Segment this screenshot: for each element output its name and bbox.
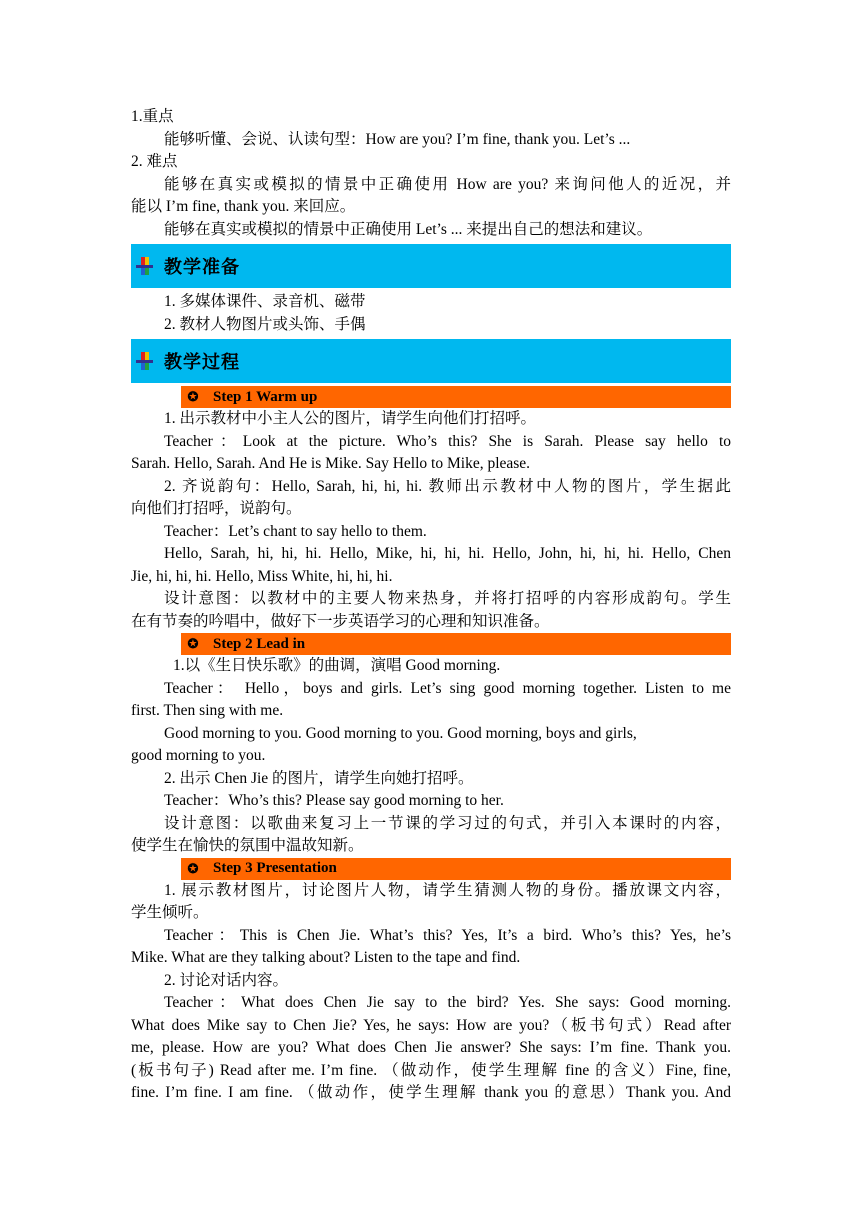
body-line: Good morning to you. Good morning to you. Good morning, boys and girls, — [164, 724, 637, 742]
focus-text: 能够听懂、会说、认读句型：How are you? I’m fine, thank you. Let’s ... — [164, 130, 631, 148]
body-line: Teacher：What does Chen Jie say to the bird? Yes. She says: Good morning. — [164, 994, 731, 1011]
book-icon — [134, 351, 156, 371]
difficulty-heading: 2. 难点 — [131, 153, 178, 170]
body-line: first. Then sing with me. — [131, 702, 284, 719]
body-line: Mike. What are they talking about? Listen to the tape and find. — [131, 949, 521, 966]
body-line: 在有节奏的吟唱中，做好下一步英语学习的心理和知识准备。 — [131, 612, 550, 630]
body-line: 1.以《生日快乐歌》的曲调，演唱 Good morning. — [173, 657, 501, 674]
body-line: Teacher：This is Chen Jie. What’s this? Yes, It’s a bird. Who’s this? Yes, he’s — [164, 926, 731, 944]
body-line: fine. I’m fine. I am fine. （做动作，使学生理解 thank you 的意思）Thank you. And — [131, 1084, 731, 1101]
star-icon: ✪ — [187, 389, 199, 404]
body-line: Teacher： Hello，boys and girls. Let’s sing good morning together. Listen to me — [164, 679, 731, 697]
body-line: 使学生在愉快的氛围中温故知新。 — [131, 837, 364, 854]
section-title: 教学过程 — [164, 352, 240, 373]
document-content — [131, 106, 731, 1105]
star-icon: ✪ — [187, 636, 199, 651]
difficulty-line: 能够在真实或模拟的情景中正确使用 Let’s ... 来提出自己的想法和建议。 — [164, 220, 653, 238]
star-icon: ✪ — [187, 860, 199, 876]
body-line: 2. 齐说韵句：Hello, Sarah, hi, hi, hi. 教师出示教材中人物的图片，学生据此 — [164, 477, 731, 495]
focus-heading: 1.重点 — [131, 108, 174, 125]
body-line: Teacher：Let’s chant to say hello to them. — [164, 522, 427, 540]
step-header — [181, 858, 731, 880]
body-line: 1. 出示教材中小主人公的图片，请学生向他们打招呼。 — [164, 410, 537, 427]
section-header-prep — [131, 244, 731, 288]
body-line: Teacher：Who’s this? Please say good morning to her. — [164, 792, 504, 809]
body-line: Teacher：Look at the picture. Who’s this? She is Sarah. Please say hello to — [164, 432, 731, 450]
book-icon — [134, 256, 156, 276]
difficulty-line: 能以 I’m fine, thank you. 来回应。 — [131, 198, 356, 215]
prep-item: 1. 多媒体课件、录音机、磁带 — [164, 293, 366, 310]
prep-item: 2. 教材人物图片或头饰、手偶 — [164, 315, 366, 333]
body-line: 1. 展示教材图片，讨论图片人物，请学生猜测人物的身份。播放课文内容， — [164, 881, 731, 899]
section-title: 教学准备 — [164, 257, 240, 278]
body-line: Jie, hi, hi, hi. Hello, Miss White, hi, hi, hi. — [131, 567, 393, 585]
body-line: good morning to you. — [131, 747, 266, 764]
body-line: me, please. How are you? What does Chen Jie answer? She says: I’m fine. Thank you. — [131, 1039, 731, 1056]
section-header-process — [131, 339, 731, 383]
step-header — [181, 633, 731, 655]
step-label: Step 3 Presentation — [213, 860, 337, 876]
step-label: Step 2 Lead in — [213, 635, 306, 652]
body-line: 2. 出示 Chen Jie 的图片，请学生向她打招呼。 — [164, 769, 474, 787]
body-line: 设计意图：以歌曲来复习上一节课的学习过的句式，并引入本课时的内容， — [164, 814, 731, 832]
step-label: Step 1 Warm up — [213, 388, 318, 405]
body-line: 学生倾听。 — [131, 904, 209, 921]
body-line: (板书句子) Read after me. I’m fine. （做动作，使学生理解 fine 的含义）Fine, fine, — [131, 1061, 731, 1079]
body-line: Sarah. Hello, Sarah. And He is Mike. Say Hello to Mike, please. — [131, 455, 531, 472]
body-line: 向他们打招呼，说韵句。 — [131, 500, 302, 517]
body-line: 设计意图：以教材中的主要人物来热身，并将打招呼的内容形成韵句。学生 — [164, 590, 731, 607]
body-line: 2. 讨论对话内容。 — [164, 971, 289, 989]
body-line: What does Mike say to Chen Jie? Yes, he says: How are you?（板书句式）Read after — [131, 1016, 731, 1034]
step-header — [181, 386, 731, 408]
body-line: Hello, Sarah, hi, hi, hi. Hello, Mike, hi, hi, hi. Hello, John, hi, hi, hi. Hello, Chen — [164, 545, 731, 562]
difficulty-line: 能够在真实或模拟的情景中正确使用 How are you? 来询问他人的近况，并 — [164, 175, 731, 193]
